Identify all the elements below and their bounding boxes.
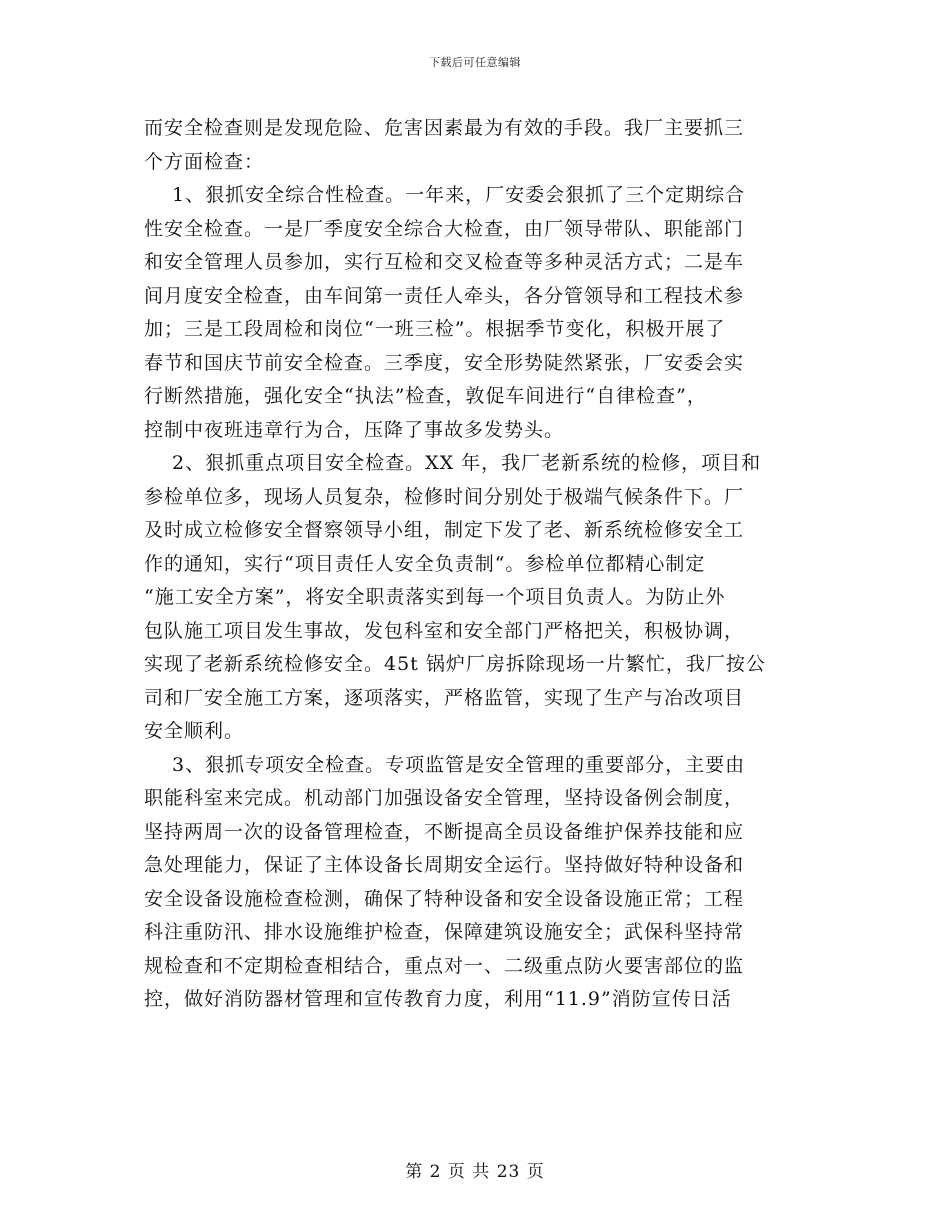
text-line: 行断然措施，强化安全“执法”检查，敦促车间进行“自律检查”， xyxy=(144,385,707,407)
text-line: 及时成立检修安全督察领导小组，制定下发了老、新系统检修安全工 xyxy=(144,519,745,541)
text-line: 控，做好消防器材管理和宣传教育力度，利用“11.9”消防宣传日活 xyxy=(144,988,732,1010)
text-line: 规检查和不定期检查相结合，重点对一、二级重点防火要害部位的监 xyxy=(144,954,745,977)
text-line: 性安全检查。一是厂季度安全综合大检查，由厂领导带队、职能部门 xyxy=(144,217,745,240)
page-number-footer: 第 2 页 共 23 页 xyxy=(405,1162,545,1182)
text-line: 职能科室来完成。机动部门加强设备安全管理，坚持设备例会制度， xyxy=(144,787,745,809)
text-line: “施工安全方案”，将安全职责落实到每一个项目负责人。为防止外 xyxy=(144,586,726,608)
text-line: 安全设备设施检查检测，确保了特种设备和安全设备设施正常；工程 xyxy=(144,887,745,910)
text-line: 急处理能力，保证了主体设备长周期安全运行。坚持做好特种设备和 xyxy=(144,854,745,876)
paragraph-start-line: 1、狠抓安全综合性检查。一年来，厂安委会狠抓了三个定期综合 xyxy=(172,184,746,206)
paragraph-start-line: 3、狠抓专项安全检查。专项监管是安全管理的重要部分，主要由 xyxy=(172,753,746,776)
text-line: 春节和国庆节前安全检查。三季度，安全形势陡然紧张，厂安委会实 xyxy=(144,351,745,374)
text-line: 司和厂安全施工方案，逐项落实，严格监管，实现了生产与冶改项目 xyxy=(144,686,745,709)
text-line: 而安全检查则是发现危险、危害因素最为有效的手段。我厂主要抓三 xyxy=(144,117,745,139)
text-line: 个方面检查： xyxy=(144,150,265,173)
text-line: 科注重防汛、排水设施维护检查，保障建筑设施安全；武保科坚持常 xyxy=(144,921,745,943)
text-line: 控制中夜班违章行为合，压降了事故多发势头。 xyxy=(144,418,565,441)
text-line: 和安全管理人员参加，实行互检和交叉检查等多种灵活方式；二是车 xyxy=(144,251,745,273)
text-line: 参检单位多，现场人员复杂，检修时间分别处于极端气候条件下。厂 xyxy=(144,485,745,508)
text-line: 安全顺利。 xyxy=(144,720,245,742)
text-line: 实现了老新系统检修安全。45t 锅炉厂房拆除现场一片繁忙，我厂按公 xyxy=(144,653,766,675)
text-line: 作的通知，实行“项目责任人安全负责制“。参检单位都精心制定 xyxy=(144,552,706,575)
document-body xyxy=(144,112,804,1017)
text-line: 坚持两周一次的设备管理检查，不断提高全员设备维护保养技能和应 xyxy=(144,820,745,843)
paragraph-start-line: 2、狠抓重点项目安全检查。XX 年，我厂老新系统的检修，项目和 xyxy=(172,452,762,474)
text-line: 间月度安全检查，由车间第一责任人牵头，各分管领导和工程技术参 xyxy=(144,284,745,307)
page-header: 下载后可任意编辑 xyxy=(429,56,521,69)
text-line: 包队施工项目发生事故，发包科室和安全部门严格把关，积极协调， xyxy=(144,619,745,642)
text-line: 加；三是工段周检和岗位“一班三检”。根据季节变化，积极开展了 xyxy=(144,318,726,340)
